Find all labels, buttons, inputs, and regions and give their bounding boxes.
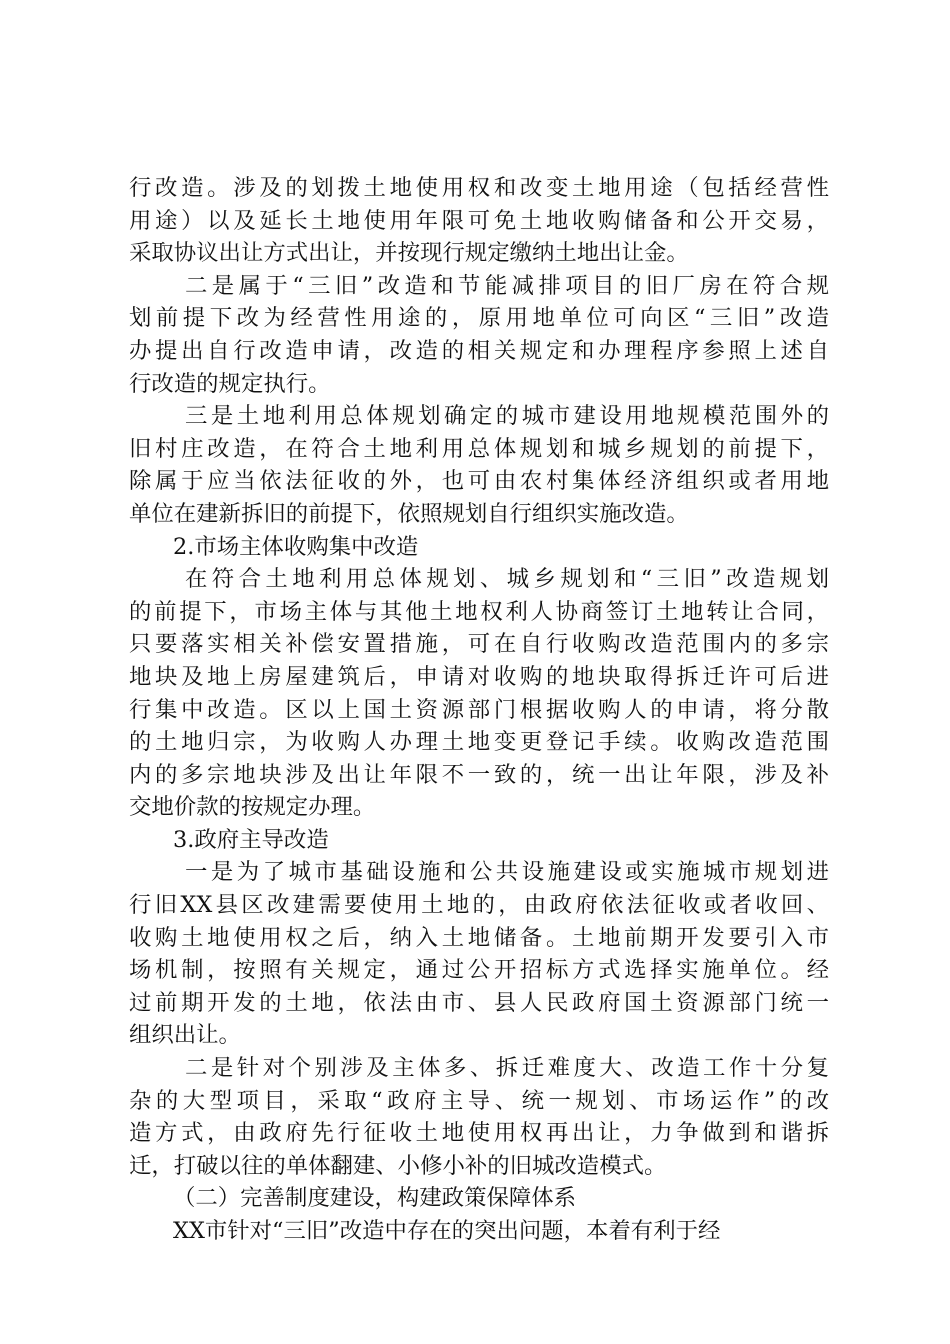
paragraph-line: 采取协议出让方式出让，并按现行规定缴纳土地出让金。: [129, 240, 689, 267]
paragraph-line: 单位在建新拆旧的前提下，依照规划自行组织实施改造。: [129, 500, 689, 527]
section-heading: （二）完善制度建设，构建政策保障体系: [173, 1185, 577, 1212]
paragraph-line: 组织出让。: [129, 1022, 241, 1049]
document-body: [129, 172, 829, 1248]
paragraph-line: 只要落实相关补偿安置措施，可在自行收购改造范围内的多宗: [129, 631, 829, 658]
paragraph-line: 一是为了城市基础设施和公共设施建设或实施城市规划进: [185, 859, 829, 886]
paragraph-line: 的土地归宗，为收购人办理土地变更登记手续。收购改造范围: [129, 729, 829, 756]
paragraph-line: 杂的大型项目，采取“政府主导、统一规划、市场运作”的改: [129, 1087, 829, 1114]
paragraph-line: 内的多宗地块涉及出让年限不一致的，统一出让年限，涉及补: [129, 761, 829, 788]
paragraph-line: 行集中改造。区以上国土资源部门根据收购人的申请，将分散: [129, 696, 829, 723]
paragraph-line: 行旧XX县区改建需要使用土地的，由政府依法征收或者收回、: [129, 892, 829, 919]
paragraph-line: 收购土地使用权之后，纳入土地储备。土地前期开发要引入市: [129, 924, 829, 951]
paragraph-line: 旧村庄改造，在符合土地利用总体规划和城乡规划的前提下，: [129, 435, 829, 462]
section-heading: 2.市场主体收购集中改造: [173, 533, 419, 560]
paragraph-line: 行改造。涉及的划拨土地使用权和改变土地用途（包括经营性: [129, 175, 829, 201]
paragraph-line: 交地价款的按规定办理。: [129, 794, 376, 821]
paragraph-line: 的前提下，市场主体与其他土地权利人协商签订土地转让合同，: [129, 598, 829, 625]
paragraph-line: 除属于应当依法征收的外，也可由农村集体经济组织或者用地: [129, 468, 829, 495]
paragraph-line: 场机制，按照有关规定，通过公开招标方式选择实施单位。经: [129, 957, 829, 984]
paragraph-line: 行改造的规定执行。: [129, 370, 331, 397]
paragraph-line: 划前提下改为经营性用途的，原用地单位可向区“三旧”改造: [129, 305, 829, 332]
paragraph-line: 二是针对个别涉及主体多、拆迁难度大、改造工作十分复: [185, 1055, 829, 1082]
paragraph-line: 在符合土地利用总体规划、城乡规划和“三旧”改造规划: [185, 566, 829, 593]
paragraph-line: 二是属于“三旧”改造和节能减排项目的旧厂房在符合规: [185, 272, 829, 299]
paragraph-line: 用途）以及延长土地使用年限可免土地收购储备和公开交易，: [129, 207, 829, 234]
paragraph-line: 地块及地上房屋建筑后，申请对收购的地块取得拆迁许可后进: [129, 663, 829, 690]
paragraph-line: 过前期开发的土地，依法由市、县人民政府国土资源部门统一: [129, 989, 829, 1016]
paragraph-line: 三是土地利用总体规划确定的城市建设用地规模范围外的: [185, 403, 829, 430]
paragraph-line: 办提出自行改造申请，改造的相关规定和办理程序参照上述自: [129, 337, 829, 364]
paragraph-line: XX市针对“三旧”改造中存在的突出问题，本着有利于经: [173, 1218, 721, 1244]
paragraph-line: 造方式，由政府先行征收土地使用权再出让，力争做到和谐拆: [129, 1120, 829, 1147]
paragraph-line: 迁，打破以往的单体翻建、小修小补的旧城改造模式。: [129, 1152, 667, 1179]
section-heading: 3.政府主导改造: [173, 826, 329, 853]
